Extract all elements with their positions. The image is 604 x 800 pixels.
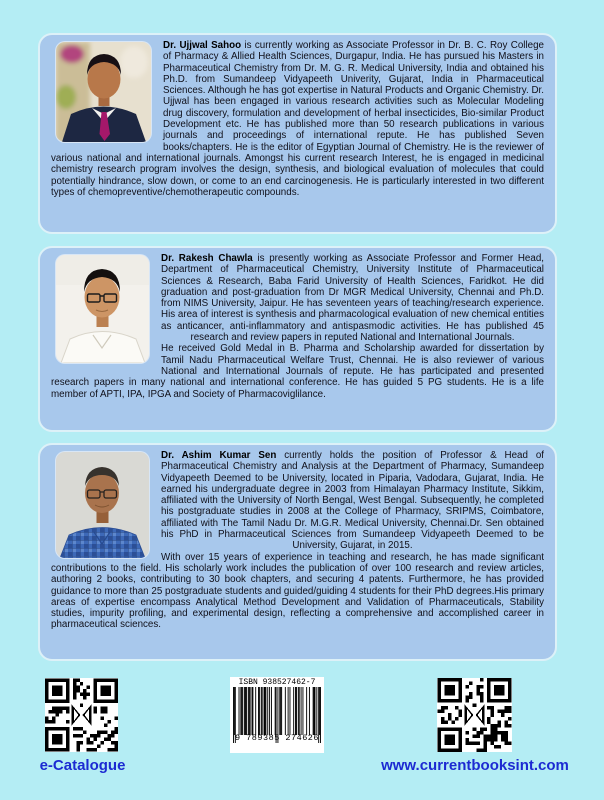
author-box-ujjwal-sahoo: [38, 33, 557, 234]
author-bio-text: is currently working as Associate Professor in Dr. B. C. Roy College of Pharmacy & Allied Health Sciences, Durgapur, India. He has pursued his Masters in Pharmaceutical Chemistry from Dr. M. G. R. Medical University, India and obtained his Ph.D. from Sumandeep Vidyapeeth Univerity, Gujarat, India in Pharmaceutical Sciences. Although he has got expertise in Natural Products and Organic Chemistry. Dr. Ujjwal has been engaged in various research activities such as Molecular Modeling drug discovery, formulation and development of herbal insecticides, Bio-similar Product Development etc. He has published more than 50 research publications in various journals and proceedings of international repute. He has published Seven books/chapters. He is the editor of Egyptian Journal of Chemistry. He is the reviewer of various national and international journals. Amongst his current research Interest, he is engaged in medicinal chemistry research program involves the design, synthesis, and biological evaluation of molecules that could potentially hindrance, slow down, or come to an end carcinogenesis. He is particularly interested in two different types of chemopreventive/chemotherapeutic compounds.: [51, 40, 544, 198]
author-photo-rakesh-chawla: [56, 255, 149, 363]
website-url: www.currentbooksint.com: [381, 757, 569, 774]
isbn-number-text: ISBN 938527462-7: [238, 678, 316, 687]
e-catalogue-label: e-Catalogue: [39, 757, 126, 774]
website-qr-code-icon: [437, 678, 512, 752]
author-bio-text: is presently working as Associate Professor and Former Head, Department of Pharmaceutical Chemistry, University Institute of Pharmaceutical Sciences & Research, Baba Farid University of Health Sciences, Faridkot. He did graduation and post-graduation from Dr MGR Medical University, Chennai and Ph.D. from NIMS University, Jaipur. He has seventeen years of teaching/research experience. His area of interest is synthesis and pharmacological evaluation of new chemical entities as anticancer, anti-inflammatory and antispasmodic activities. He has published 45 research and review papers in reputed National and International Journals.: [161, 253, 545, 344]
author-box-ashim-kumar-sen: [38, 443, 557, 661]
e-catalogue-qr-code-icon: [45, 678, 118, 752]
author-bio-text: currently holds the position of Professor & Head of Pharmaceutical Chemistry and Analysis at the Department of Pharmacy, Sumandeep Vidyapeeth Deemed to be University, located in Piparia, Vadodara, Gujarat, India. He earned his undergraduate degree in 2003 from Himalayan Pharmacy Institute, Sikkim, affiliated with the University of North Bengal, West Bengal. Subsequently, he completed his postgraduate studies in 2008 at the College of Pharmacy, SRIPMS, Coimbatore, affiliated with The Tamil Nadu Dr. M.G.R. Medical University, Chennai.Dr. Sen obtained his PhD in Pharmaceutical Sciences from Sumandeep Vidyapeeth Deemed to be University, Gujarat, in 2015.: [161, 450, 545, 552]
author-name: Dr. Ashim Kumar Sen: [161, 450, 277, 461]
author-photo-ashim-kumar-sen: [56, 452, 149, 558]
author-name: Dr. Ujjwal Sahoo: [163, 40, 242, 51]
author-photo-ujjwal-sahoo: [56, 42, 151, 142]
author-bio-continued: With over 15 years of experience in teaching and research, he has made significant contributions to the field. His scholarly work includes the publication of over 100 research and review articles, authoring 2 books, contributing to 30 book chapters, and securing 4 patents. Furthermore, he has provided guidance to more than 25 postgraduate students and guided/guiding 4 students for their PhD degrees.His primary areas of expertise encompass Analytical Method Development and Validation of Pharmaceuticals, Stability studies, impurity profiling, and experimental design, reflecting a comprehensive and accomplished career in pharmaceutical sciences.: [51, 551, 544, 631]
ean-number-text: 9 789385 274626: [234, 733, 319, 743]
author-bio-continued: He received Gold Medal in B. Pharma and Scholarship awarded for dissertation by Tamil Nadu Pharmaceutical Welfare Trust, Chennai. He is also reviewer of various National and International Journals of repute. He has participated and presented research papers in many national and international conference. He has guided 5 PG students. He is a life member of APTI, IPA, IPGA and Society of Pharmacoviglilance.: [51, 343, 544, 400]
author-box-rakesh-chawla: [38, 246, 557, 432]
isbn-barcode: [230, 677, 324, 753]
author-name: Dr. Rakesh Chawla: [161, 253, 253, 264]
